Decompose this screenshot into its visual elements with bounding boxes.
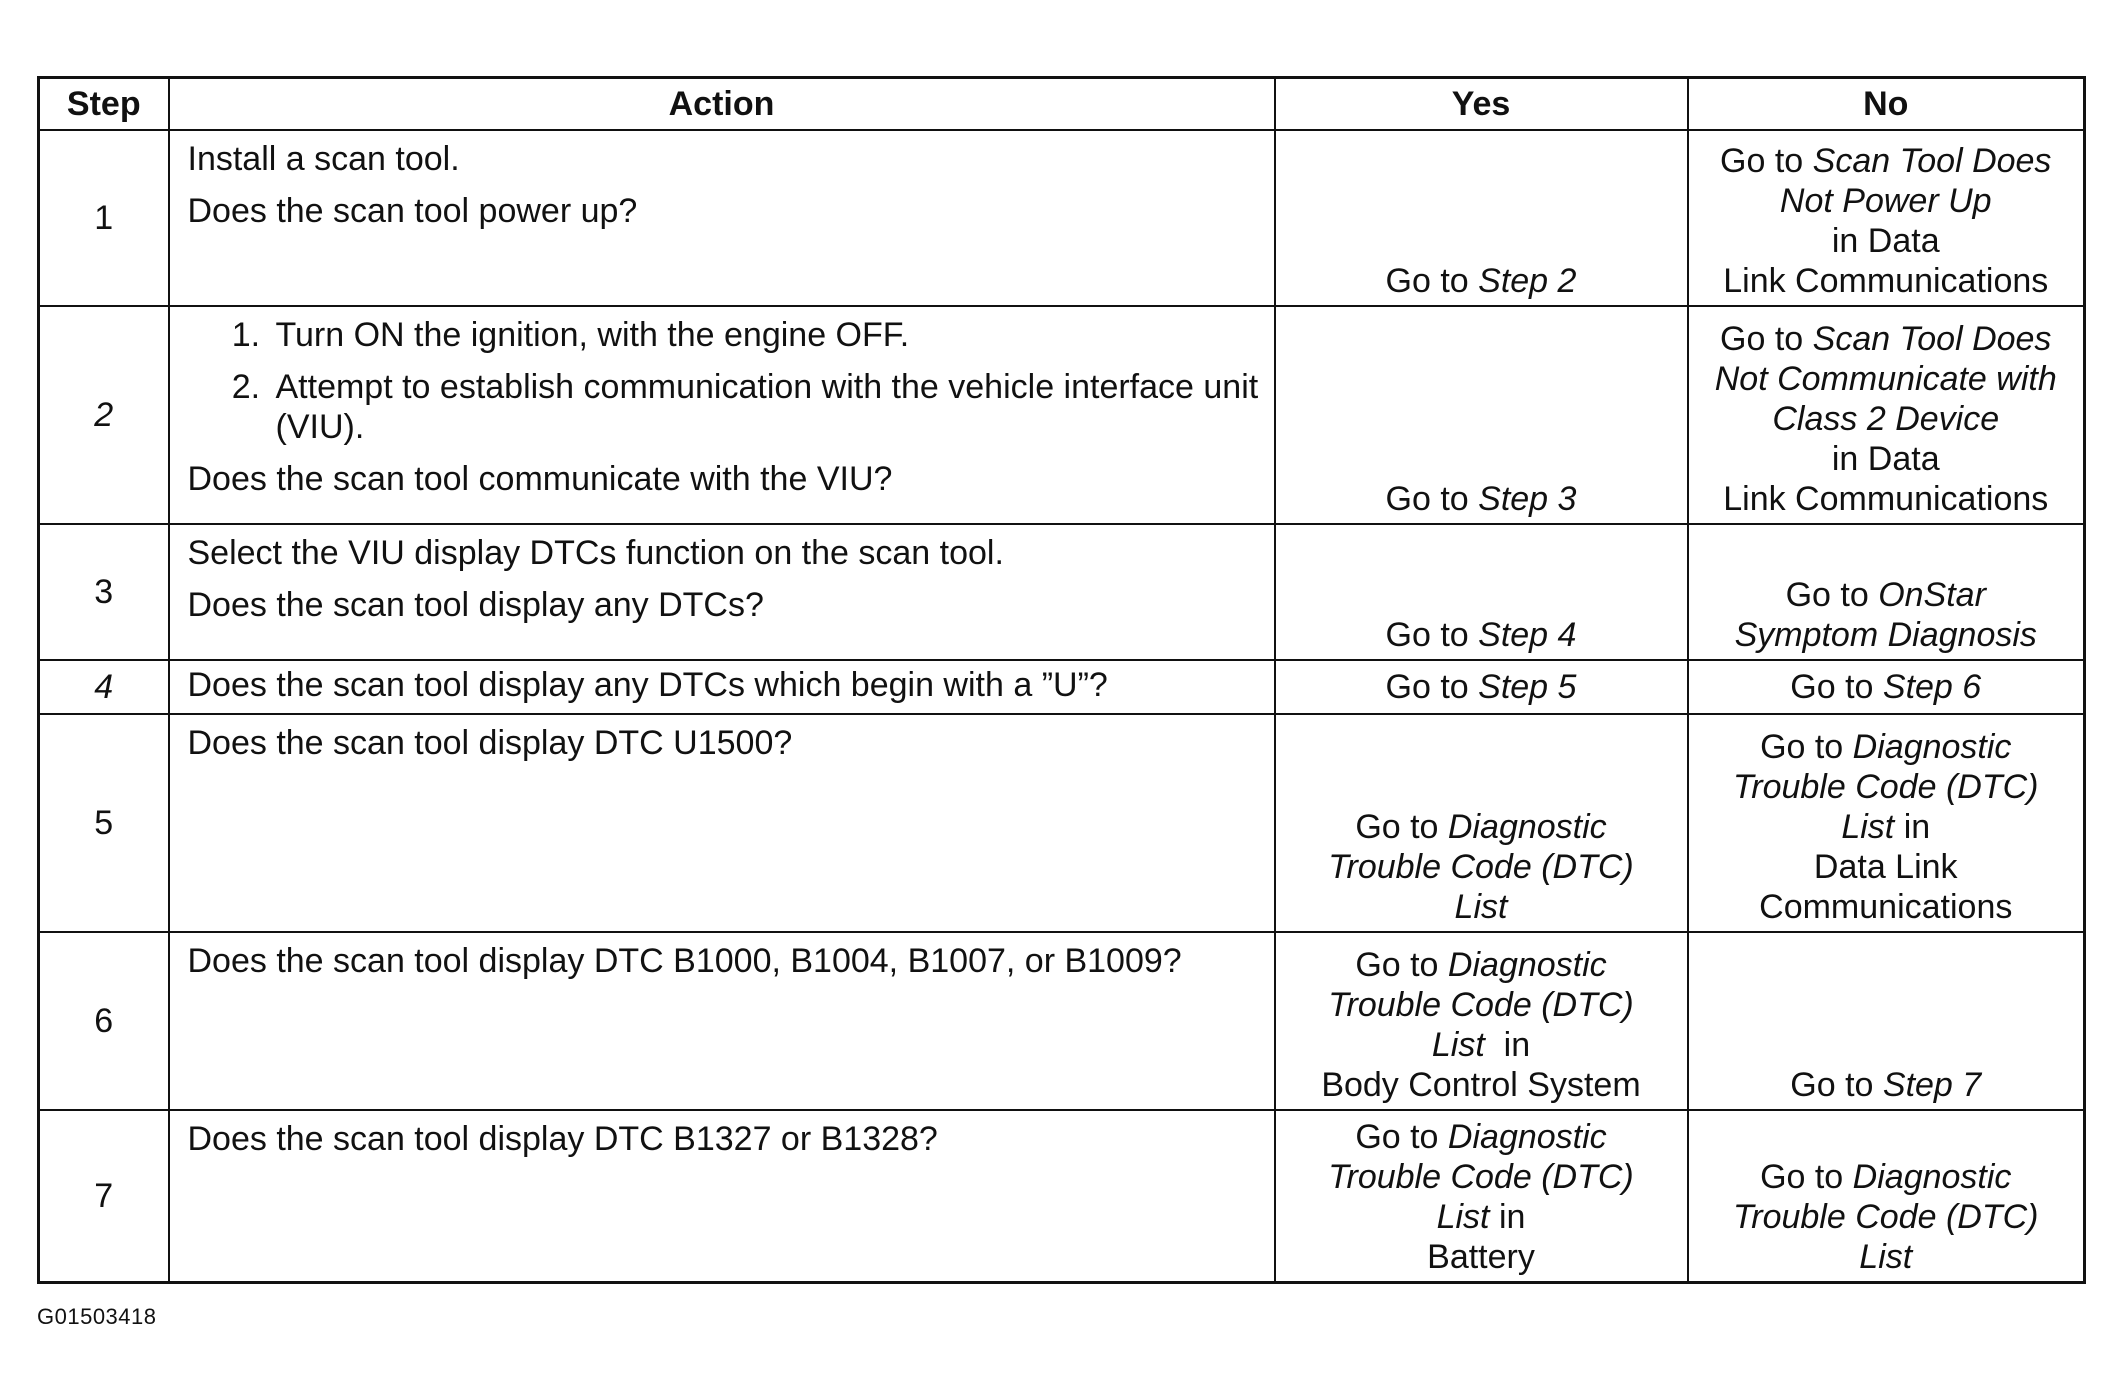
result-link[interactable]: List	[1436, 1198, 1490, 1236]
action-cell	[169, 932, 1275, 1110]
action-cell	[169, 306, 1275, 524]
result-text	[1695, 727, 2078, 927]
result-link[interactable]: Trouble Code (DTC)	[1328, 848, 1634, 886]
result-plain: Communications	[1759, 888, 2013, 926]
result-plain: Go to	[1785, 576, 1879, 614]
result-link[interactable]: Scan Tool Does	[1812, 320, 2052, 358]
result-plain: Link Communications	[1723, 480, 2049, 518]
result-line	[1282, 1117, 1681, 1157]
result-line	[1282, 667, 1681, 707]
result-line	[1695, 1237, 2078, 1277]
result-link[interactable]: Trouble Code (DTC)	[1733, 768, 2039, 806]
result-line	[1695, 1197, 2078, 1237]
no-cell	[1688, 130, 2085, 306]
result-line	[1695, 479, 2078, 519]
yes-cell	[1275, 660, 1688, 714]
table-row	[39, 306, 2085, 524]
header-no: No	[1688, 78, 2085, 131]
result-link[interactable]: Trouble Code (DTC)	[1328, 1158, 1634, 1196]
result-link[interactable]: Diagnostic	[1447, 808, 1607, 846]
table-row	[39, 130, 2085, 306]
result-plain: Link Communications	[1723, 262, 2049, 300]
result-line	[1282, 1157, 1681, 1197]
result-text	[1282, 261, 1681, 301]
result-plain: in Data	[1831, 440, 1940, 478]
result-plain: Go to	[1355, 808, 1448, 846]
action-steps-list	[188, 315, 1260, 447]
result-plain: Go to	[1720, 320, 1813, 358]
result-link[interactable]: Step 3	[1478, 480, 1577, 518]
result-text	[1282, 1117, 1681, 1277]
result-text	[1695, 1065, 2078, 1105]
result-link[interactable]: Diagnostic	[1852, 728, 2012, 766]
result-link[interactable]: List	[1841, 808, 1895, 846]
result-link[interactable]: Symptom Diagnosis	[1734, 616, 2037, 654]
result-link[interactable]: Step 6	[1882, 668, 1982, 706]
table-row	[39, 932, 2085, 1110]
result-plain: Go to	[1385, 616, 1479, 654]
step-number: 1	[39, 130, 169, 306]
result-text	[1282, 807, 1681, 927]
result-text	[1282, 615, 1681, 655]
result-plain: Go to	[1355, 1118, 1448, 1156]
action-line: Install a scan tool.	[187, 140, 460, 178]
no-cell	[1688, 660, 2085, 714]
step-number: 3	[39, 524, 169, 660]
diagnostic-table	[37, 76, 2086, 1284]
table-row	[39, 1110, 2085, 1283]
action-line: Does the scan tool display any DTCs?	[187, 586, 764, 624]
action-line: Does the scan tool display DTC U1500?	[187, 724, 793, 762]
yes-cell	[1275, 714, 1688, 932]
result-link[interactable]: Scan Tool Does	[1812, 142, 2052, 180]
header-yes: Yes	[1275, 78, 1688, 131]
result-plain: Go to	[1355, 946, 1448, 984]
result-plain: Body Control System	[1321, 1066, 1641, 1104]
result-line	[1695, 1065, 2078, 1105]
result-line	[1695, 141, 2078, 181]
result-link[interactable]: Step 4	[1478, 616, 1577, 654]
result-line	[1695, 359, 2078, 399]
result-line	[1695, 667, 2078, 707]
result-plain: Go to	[1760, 728, 1853, 766]
result-line	[1282, 1065, 1681, 1105]
result-text	[1695, 575, 2078, 655]
action-line: Does the scan tool display DTC B1000, B1004, B1007, or B1009?	[187, 942, 1182, 980]
result-line	[1282, 847, 1681, 887]
result-line	[1695, 727, 2078, 767]
result-text	[1695, 667, 2078, 707]
result-link[interactable]: Diagnostic	[1852, 1158, 2012, 1196]
figure-id: G01503418	[37, 1304, 157, 1329]
result-link[interactable]: OnStar	[1878, 576, 1986, 614]
step-number: 6	[39, 932, 169, 1110]
result-line	[1282, 985, 1681, 1025]
result-line	[1695, 767, 2078, 807]
result-line	[1695, 1157, 2078, 1197]
result-plain: Battery	[1427, 1238, 1535, 1276]
result-line	[1695, 439, 2078, 479]
result-line	[1282, 1025, 1681, 1065]
yes-cell	[1275, 1110, 1688, 1283]
result-link[interactable]: List	[1431, 1026, 1485, 1064]
no-cell	[1688, 306, 2085, 524]
table-row	[39, 714, 2085, 932]
action-cell	[169, 524, 1275, 660]
action-cell	[169, 130, 1275, 306]
result-line	[1282, 261, 1681, 301]
table-row	[39, 524, 2085, 660]
result-line	[1282, 887, 1681, 927]
result-link[interactable]: Step 2	[1478, 262, 1577, 300]
result-line	[1695, 575, 2078, 615]
yes-cell	[1275, 306, 1688, 524]
result-link[interactable]: Not Power Up	[1779, 182, 1992, 220]
step-number: 4	[39, 660, 169, 714]
action-line: Does the scan tool display any DTCs which begin with a ”U”?	[187, 666, 1108, 704]
result-line	[1695, 615, 2078, 655]
action-cell	[169, 1110, 1275, 1283]
action-cell	[169, 714, 1275, 932]
result-link[interactable]: Diagnostic	[1447, 946, 1607, 984]
result-link[interactable]: Not Communicate with	[1714, 360, 2057, 398]
result-text	[1282, 479, 1681, 519]
result-plain: Go to	[1760, 1158, 1853, 1196]
result-text	[1695, 319, 2078, 519]
header-row	[39, 78, 2085, 131]
yes-cell	[1275, 524, 1688, 660]
no-cell	[1688, 932, 2085, 1110]
result-link[interactable]: Trouble Code (DTC)	[1328, 986, 1634, 1024]
result-line	[1282, 479, 1681, 519]
table-body	[39, 130, 2085, 1283]
header-action: Action	[169, 78, 1275, 131]
result-line	[1695, 887, 2078, 927]
result-line	[1695, 807, 2078, 847]
no-cell	[1688, 524, 2085, 660]
result-plain: Data Link	[1813, 848, 1958, 886]
result-line	[1282, 615, 1681, 655]
result-link[interactable]: Step 5	[1478, 668, 1577, 706]
result-link[interactable]: List	[1859, 1238, 1913, 1276]
result-plain: Go to	[1790, 1066, 1883, 1104]
yes-cell	[1275, 130, 1688, 306]
result-line	[1282, 945, 1681, 985]
result-plain: Go to	[1790, 668, 1883, 706]
no-cell	[1688, 714, 2085, 932]
result-plain: in	[1894, 808, 1931, 846]
result-link[interactable]: Class 2 Device	[1772, 400, 2000, 438]
result-line	[1282, 1237, 1681, 1277]
result-line	[1695, 181, 2078, 221]
yes-cell	[1275, 932, 1688, 1110]
action-step-item: 2. Attempt to establish communication with the vehicle interface unit (VIU).	[270, 367, 1260, 447]
step-number: 7	[39, 1110, 169, 1283]
result-text	[1282, 945, 1681, 1105]
result-link[interactable]: List	[1454, 888, 1508, 926]
step-number: 2	[39, 306, 169, 524]
result-text	[1282, 667, 1681, 707]
result-line	[1695, 847, 2078, 887]
result-plain: in	[1484, 1026, 1531, 1064]
action-cell	[169, 660, 1275, 714]
step-number: 5	[39, 714, 169, 932]
result-link[interactable]: Diagnostic	[1447, 1118, 1607, 1156]
action-line: Does the scan tool display DTC B1327 or B1328?	[187, 1120, 938, 1158]
result-plain: Go to	[1385, 480, 1479, 518]
action-question: Does the scan tool communicate with the VIU?	[187, 460, 893, 498]
result-line	[1695, 261, 2078, 301]
result-line	[1695, 319, 2078, 359]
result-link[interactable]: Trouble Code (DTC)	[1733, 1198, 2039, 1236]
action-line: Does the scan tool power up?	[187, 192, 638, 230]
result-line	[1695, 399, 2078, 439]
action-step-item: 1. Turn ON the ignition, with the engine OFF.	[270, 315, 1260, 355]
header-step: Step	[39, 78, 169, 131]
table-row	[39, 660, 2085, 714]
result-plain: in Data	[1831, 222, 1940, 260]
result-plain: Go to	[1385, 262, 1479, 300]
result-plain: in	[1489, 1198, 1526, 1236]
result-plain: Go to	[1720, 142, 1813, 180]
result-line	[1695, 221, 2078, 261]
action-line: Select the VIU display DTCs function on the scan tool.	[187, 534, 1004, 572]
result-text	[1695, 141, 2078, 301]
result-text	[1695, 1157, 2078, 1277]
result-line	[1282, 807, 1681, 847]
no-cell	[1688, 1110, 2085, 1283]
result-link[interactable]: Step 7	[1882, 1066, 1982, 1104]
result-line	[1282, 1197, 1681, 1237]
result-plain: Go to	[1385, 668, 1479, 706]
